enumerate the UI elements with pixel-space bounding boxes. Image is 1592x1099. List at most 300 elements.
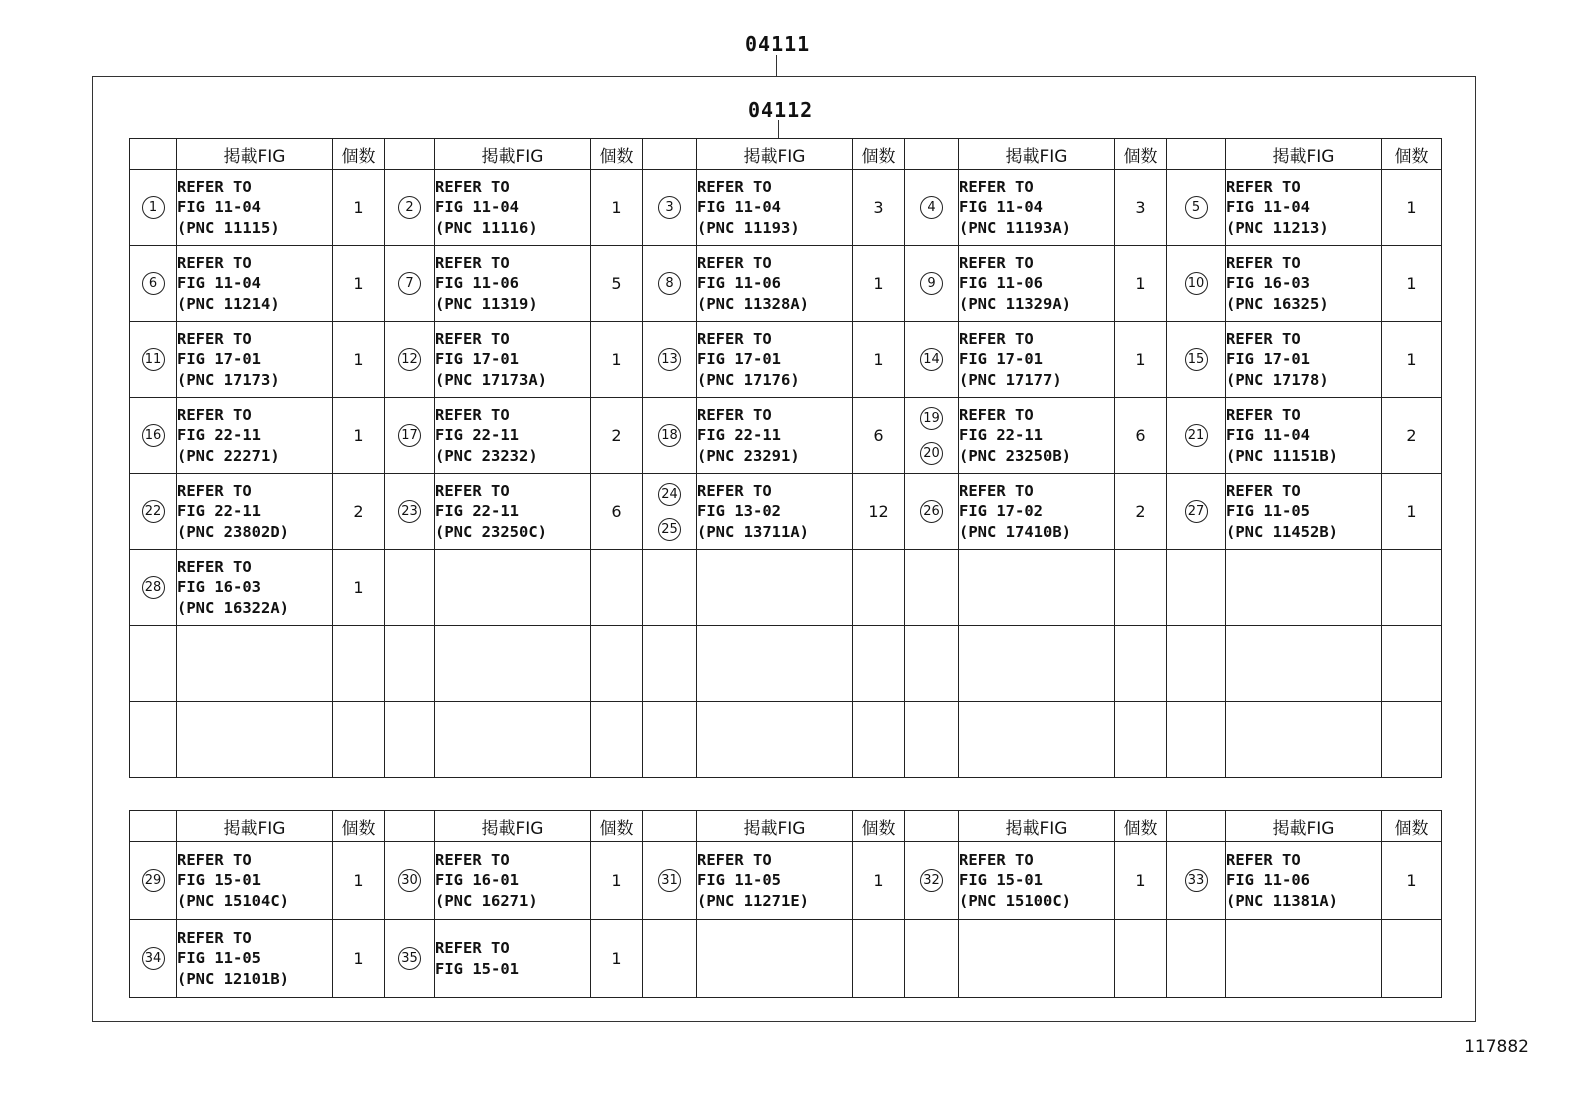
reference-line: FIG 11-04 — [1226, 426, 1310, 445]
item-number-cell — [905, 920, 959, 998]
quantity-cell — [853, 702, 905, 778]
reference-cell — [959, 920, 1115, 998]
reference-cell — [697, 702, 853, 778]
reference-line: FIG 22-11 — [959, 426, 1043, 445]
reference-cell — [697, 322, 853, 398]
reference-cell — [697, 398, 853, 474]
reference-line: REFER TO — [177, 557, 252, 576]
reference-line: (PNC 23250B) — [959, 446, 1071, 465]
reference-line: (PNC 17177) — [959, 370, 1062, 389]
item-number-cell — [385, 920, 435, 998]
reference-table-secondary — [129, 810, 1442, 998]
reference-cell — [1226, 702, 1382, 778]
callout-number: 7 — [398, 272, 421, 295]
reference-line: REFER TO — [177, 177, 252, 196]
quantity-cell: 3 — [1115, 170, 1167, 246]
outer-assembly-label: 04111 — [745, 32, 811, 56]
reference-line: (PNC 13711A) — [697, 522, 809, 541]
header-qty: 個数 — [1382, 811, 1442, 842]
quantity-cell: 1 — [1382, 246, 1442, 322]
item-number-cell — [130, 920, 177, 998]
quantity-cell: 1 — [1115, 322, 1167, 398]
reference-line: REFER TO — [177, 329, 252, 348]
reference-cell — [1226, 474, 1382, 550]
item-number-cell — [385, 842, 435, 920]
quantity-cell: 2 — [591, 398, 643, 474]
reference-line: REFER TO — [959, 850, 1034, 869]
quantity-cell — [333, 626, 385, 702]
header-fig: 掲載FIG — [1226, 811, 1382, 842]
reference-line: REFER TO — [435, 850, 510, 869]
item-number-cell — [643, 626, 697, 702]
callout-number: 20 — [920, 442, 943, 465]
reference-cell — [1226, 246, 1382, 322]
quantity-cell: 1 — [1382, 170, 1442, 246]
reference-line: REFER TO — [1226, 405, 1301, 424]
table-row — [130, 246, 1442, 322]
reference-cell — [435, 322, 591, 398]
reference-line: REFER TO — [435, 329, 510, 348]
quantity-cell: 1 — [333, 246, 385, 322]
quantity-cell: 1 — [333, 322, 385, 398]
reference-line: (PNC 11328A) — [697, 294, 809, 313]
quantity-cell: 1 — [853, 246, 905, 322]
reference-cell — [1226, 626, 1382, 702]
reference-line: FIG 11-06 — [435, 274, 519, 293]
reference-cell — [435, 398, 591, 474]
header-blank — [385, 811, 435, 842]
reference-line: (PNC 11116) — [435, 218, 538, 237]
item-number-cell — [905, 626, 959, 702]
item-number-cell — [643, 702, 697, 778]
header-fig: 掲載FIG — [177, 811, 333, 842]
reference-line: FIG 11-05 — [177, 949, 261, 968]
reference-line: REFER TO — [959, 177, 1034, 196]
item-number-cell — [643, 398, 697, 474]
item-number-cell — [385, 702, 435, 778]
item-number-cell — [1167, 702, 1226, 778]
table-row — [130, 626, 1442, 702]
quantity-cell — [1115, 702, 1167, 778]
reference-line: (PNC 15100C) — [959, 891, 1071, 910]
header-qty: 個数 — [1115, 811, 1167, 842]
quantity-cell: 1 — [591, 322, 643, 398]
quantity-cell: 1 — [333, 920, 385, 998]
reference-line: FIG 22-11 — [435, 502, 519, 521]
header-qty: 個数 — [591, 811, 643, 842]
reference-line: (PNC 15104C) — [177, 891, 289, 910]
reference-line: FIG 22-11 — [177, 502, 261, 521]
reference-cell — [435, 474, 591, 550]
reference-cell — [959, 474, 1115, 550]
header-fig: 掲載FIG — [697, 139, 853, 170]
quantity-cell: 2 — [333, 474, 385, 550]
header-fig: 掲載FIG — [959, 811, 1115, 842]
table-row — [130, 702, 1442, 778]
quantity-cell — [591, 550, 643, 626]
reference-line: (PNC 17178) — [1226, 370, 1329, 389]
reference-cell — [435, 842, 591, 920]
callout-number: 2 — [398, 196, 421, 219]
reference-line: REFER TO — [697, 481, 772, 500]
header-blank — [130, 811, 177, 842]
reference-cell — [177, 626, 333, 702]
table-row — [130, 474, 1442, 550]
quantity-cell: 6 — [853, 398, 905, 474]
callout-number: 15 — [1185, 348, 1208, 371]
item-number-cell — [385, 170, 435, 246]
quantity-cell: 1 — [333, 170, 385, 246]
quantity-cell: 6 — [591, 474, 643, 550]
callout-number: 33 — [1185, 869, 1208, 892]
item-number-cell — [385, 398, 435, 474]
reference-cell — [1226, 322, 1382, 398]
reference-line: (PNC 11213) — [1226, 218, 1329, 237]
callout-number: 10 — [1185, 272, 1208, 295]
reference-cell — [697, 920, 853, 998]
table-row — [130, 170, 1442, 246]
reference-cell — [177, 702, 333, 778]
callout-number: 4 — [920, 196, 943, 219]
quantity-cell — [853, 920, 905, 998]
reference-line: (PNC 11271E) — [697, 891, 809, 910]
header-blank — [643, 139, 697, 170]
quantity-cell: 5 — [591, 246, 643, 322]
quantity-cell: 1 — [1115, 246, 1167, 322]
reference-cell — [697, 550, 853, 626]
reference-cell — [1226, 170, 1382, 246]
reference-line: (PNC 23250C) — [435, 522, 547, 541]
reference-line: REFER TO — [1226, 850, 1301, 869]
reference-line: FIG 22-11 — [697, 426, 781, 445]
item-number-cell — [130, 322, 177, 398]
reference-line: (PNC 17410B) — [959, 522, 1071, 541]
quantity-cell: 1 — [1382, 474, 1442, 550]
callout-number: 28 — [142, 576, 165, 599]
table-row — [130, 550, 1442, 626]
header-qty: 個数 — [853, 139, 905, 170]
reference-line: FIG 13-02 — [697, 502, 781, 521]
reference-cell — [177, 322, 333, 398]
reference-line: FIG 17-01 — [959, 350, 1043, 369]
reference-cell — [959, 626, 1115, 702]
quantity-cell — [1115, 920, 1167, 998]
item-number-cell — [643, 322, 697, 398]
item-number-cell — [1167, 842, 1226, 920]
header-fig: 掲載FIG — [435, 811, 591, 842]
reference-cell — [177, 246, 333, 322]
table-row — [130, 398, 1442, 474]
header-blank — [1167, 139, 1226, 170]
callout-number: 23 — [398, 500, 421, 523]
item-number-cell — [643, 920, 697, 998]
header-qty: 個数 — [333, 811, 385, 842]
reference-line: REFER TO — [177, 253, 252, 272]
table-row — [130, 920, 1442, 998]
reference-cell — [177, 398, 333, 474]
table-row — [130, 322, 1442, 398]
callout-number: 29 — [142, 869, 165, 892]
item-number-cell — [130, 246, 177, 322]
header-qty: 個数 — [1382, 139, 1442, 170]
item-number-cell — [643, 170, 697, 246]
callout-number: 30 — [398, 869, 421, 892]
quantity-cell: 1 — [853, 322, 905, 398]
item-number-cell — [905, 702, 959, 778]
reference-cell — [177, 170, 333, 246]
quantity-cell — [1115, 626, 1167, 702]
reference-cell — [697, 842, 853, 920]
quantity-cell: 1 — [333, 398, 385, 474]
reference-line: FIG 15-01 — [177, 871, 261, 890]
quantity-cell: 1 — [1382, 842, 1442, 920]
header-blank — [130, 139, 177, 170]
item-number-cell — [905, 842, 959, 920]
reference-cell — [435, 920, 591, 998]
item-number-cell — [1167, 170, 1226, 246]
item-number-cell — [905, 322, 959, 398]
reference-cell — [435, 246, 591, 322]
reference-line: REFER TO — [959, 329, 1034, 348]
reference-line: REFER TO — [959, 405, 1034, 424]
callout-number: 14 — [920, 348, 943, 371]
item-number-cell — [905, 550, 959, 626]
reference-line: REFER TO — [1226, 329, 1301, 348]
header-blank — [905, 139, 959, 170]
header-qty: 個数 — [1115, 139, 1167, 170]
item-number-cell — [643, 550, 697, 626]
callout-number: 17 — [398, 424, 421, 447]
callout-number: 9 — [920, 272, 943, 295]
quantity-cell — [853, 626, 905, 702]
reference-line: (PNC 16325) — [1226, 294, 1329, 313]
reference-line: FIG 22-11 — [177, 426, 261, 445]
header-qty: 個数 — [591, 139, 643, 170]
reference-cell — [959, 550, 1115, 626]
reference-line: REFER TO — [435, 405, 510, 424]
item-number-cell — [905, 474, 959, 550]
item-number-cell — [1167, 626, 1226, 702]
item-number-cell — [643, 246, 697, 322]
item-number-cell — [385, 474, 435, 550]
item-number-cell — [1167, 322, 1226, 398]
reference-line: FIG 11-04 — [177, 198, 261, 217]
reference-line: FIG 11-05 — [1226, 502, 1310, 521]
callout-number: 26 — [920, 500, 943, 523]
quantity-cell: 2 — [1115, 474, 1167, 550]
item-number-cell — [905, 246, 959, 322]
item-number-cell — [1167, 550, 1226, 626]
reference-line: FIG 15-01 — [959, 871, 1043, 890]
item-number-cell — [130, 626, 177, 702]
item-number-cell — [385, 246, 435, 322]
reference-cell — [1226, 842, 1382, 920]
header-fig: 掲載FIG — [177, 139, 333, 170]
figure-number: 117882 — [1464, 1037, 1529, 1057]
reference-line: FIG 11-04 — [959, 198, 1043, 217]
reference-line: REFER TO — [959, 253, 1034, 272]
reference-cell — [1226, 920, 1382, 998]
quantity-cell — [1382, 626, 1442, 702]
reference-line: (PNC 23291) — [697, 446, 800, 465]
reference-line: FIG 17-01 — [1226, 350, 1310, 369]
quantity-cell: 1 — [591, 170, 643, 246]
reference-line: (PNC 11151B) — [1226, 446, 1338, 465]
reference-cell — [697, 170, 853, 246]
reference-line: FIG 11-04 — [1226, 198, 1310, 217]
reference-line: (PNC 11193) — [697, 218, 800, 237]
reference-line: (PNC 11452B) — [1226, 522, 1338, 541]
callout-number: 27 — [1185, 500, 1208, 523]
reference-line: REFER TO — [697, 850, 772, 869]
reference-line: REFER TO — [1226, 253, 1301, 272]
callout-number: 12 — [398, 348, 421, 371]
quantity-cell — [1115, 550, 1167, 626]
reference-cell — [959, 702, 1115, 778]
item-number-cell — [130, 398, 177, 474]
reference-line: REFER TO — [697, 405, 772, 424]
reference-line: (PNC 16322A) — [177, 598, 289, 617]
reference-line: FIG 17-01 — [177, 350, 261, 369]
reference-line: (PNC 16271) — [435, 891, 538, 910]
quantity-cell: 6 — [1115, 398, 1167, 474]
callout-number: 8 — [658, 272, 681, 295]
reference-cell — [177, 842, 333, 920]
item-number-cell — [1167, 920, 1226, 998]
reference-line: FIG 11-06 — [959, 274, 1043, 293]
reference-line: (PNC 11193A) — [959, 218, 1071, 237]
reference-line: FIG 17-01 — [435, 350, 519, 369]
header-blank — [385, 139, 435, 170]
reference-line: REFER TO — [435, 481, 510, 500]
reference-cell — [697, 246, 853, 322]
quantity-cell — [591, 626, 643, 702]
header-blank — [905, 811, 959, 842]
reference-line: (PNC 11329A) — [959, 294, 1071, 313]
reference-line: FIG 17-02 — [959, 502, 1043, 521]
reference-line: REFER TO — [959, 481, 1034, 500]
reference-cell — [177, 550, 333, 626]
header-qty: 個数 — [853, 811, 905, 842]
reference-cell — [177, 474, 333, 550]
reference-line: REFER TO — [435, 253, 510, 272]
reference-line: (PNC 17173) — [177, 370, 280, 389]
reference-line: FIG 16-03 — [1226, 274, 1310, 293]
reference-line: REFER TO — [177, 405, 252, 424]
reference-line: REFER TO — [435, 939, 510, 957]
reference-table-main — [129, 138, 1442, 778]
reference-cell — [435, 170, 591, 246]
callout-number: 6 — [142, 272, 165, 295]
reference-line: REFER TO — [1226, 177, 1301, 196]
callout-number: 11 — [142, 348, 165, 371]
header-fig: 掲載FIG — [1226, 139, 1382, 170]
callout-number: 13 — [658, 348, 681, 371]
item-number-cell — [130, 702, 177, 778]
reference-line: (PNC 23802D) — [177, 522, 289, 541]
item-number-cell — [643, 842, 697, 920]
item-number-cell — [130, 170, 177, 246]
reference-line: FIG 11-05 — [697, 871, 781, 890]
reference-line: FIG 15-01 — [435, 959, 519, 978]
quantity-cell: 1 — [333, 550, 385, 626]
header-blank — [1167, 811, 1226, 842]
reference-cell — [959, 322, 1115, 398]
callout-number: 21 — [1185, 424, 1208, 447]
reference-line: (PNC 22271) — [177, 446, 280, 465]
reference-line: FIG 11-04 — [435, 198, 519, 217]
item-number-cell — [130, 474, 177, 550]
reference-line: FIG 22-11 — [435, 426, 519, 445]
quantity-cell — [853, 550, 905, 626]
reference-cell — [177, 920, 333, 998]
quantity-cell: 1 — [333, 842, 385, 920]
inner-assembly-label: 04112 — [748, 98, 814, 122]
callout-number: 34 — [142, 947, 165, 970]
outer-leader-line — [776, 55, 777, 76]
reference-line: REFER TO — [435, 177, 510, 196]
reference-cell — [959, 398, 1115, 474]
reference-line: REFER TO — [697, 329, 772, 348]
item-number-cell — [643, 474, 697, 550]
reference-line: REFER TO — [1226, 481, 1301, 500]
reference-line: FIG 17-01 — [697, 350, 781, 369]
quantity-cell: 1 — [591, 842, 643, 920]
callout-number: 24 — [658, 483, 681, 506]
quantity-cell — [1382, 920, 1442, 998]
inner-leader-line — [778, 120, 779, 138]
callout-number: 25 — [658, 518, 681, 541]
reference-line: (PNC 11381A) — [1226, 891, 1338, 910]
reference-line: FIG 16-01 — [435, 871, 519, 890]
reference-line: FIG 11-06 — [1226, 871, 1310, 890]
callout-number: 19 — [920, 407, 943, 430]
reference-cell — [959, 246, 1115, 322]
reference-line: REFER TO — [177, 928, 252, 947]
reference-cell — [435, 702, 591, 778]
quantity-cell: 1 — [853, 842, 905, 920]
reference-line: (PNC 12101B) — [177, 969, 289, 988]
reference-line: REFER TO — [177, 481, 252, 500]
callout-number: 31 — [658, 869, 681, 892]
reference-cell — [959, 170, 1115, 246]
quantity-cell: 2 — [1382, 398, 1442, 474]
item-number-cell — [1167, 474, 1226, 550]
item-number-cell — [1167, 398, 1226, 474]
quantity-cell: 1 — [1382, 322, 1442, 398]
callout-number: 32 — [920, 869, 943, 892]
reference-line: (PNC 11319) — [435, 294, 538, 313]
callout-number: 16 — [142, 424, 165, 447]
callout-number: 18 — [658, 424, 681, 447]
header-fig: 掲載FIG — [435, 139, 591, 170]
reference-line: (PNC 17173A) — [435, 370, 547, 389]
reference-line: REFER TO — [697, 177, 772, 196]
reference-line: (PNC 11115) — [177, 218, 280, 237]
item-number-cell — [905, 170, 959, 246]
reference-line: REFER TO — [697, 253, 772, 272]
item-number-cell — [385, 322, 435, 398]
reference-cell — [697, 474, 853, 550]
reference-line: FIG 11-04 — [697, 198, 781, 217]
callout-number: 3 — [658, 196, 681, 219]
reference-cell — [435, 626, 591, 702]
reference-line: FIG 16-03 — [177, 578, 261, 597]
quantity-cell: 3 — [853, 170, 905, 246]
header-fig: 掲載FIG — [697, 811, 853, 842]
quantity-cell: 1 — [591, 920, 643, 998]
quantity-cell — [333, 702, 385, 778]
